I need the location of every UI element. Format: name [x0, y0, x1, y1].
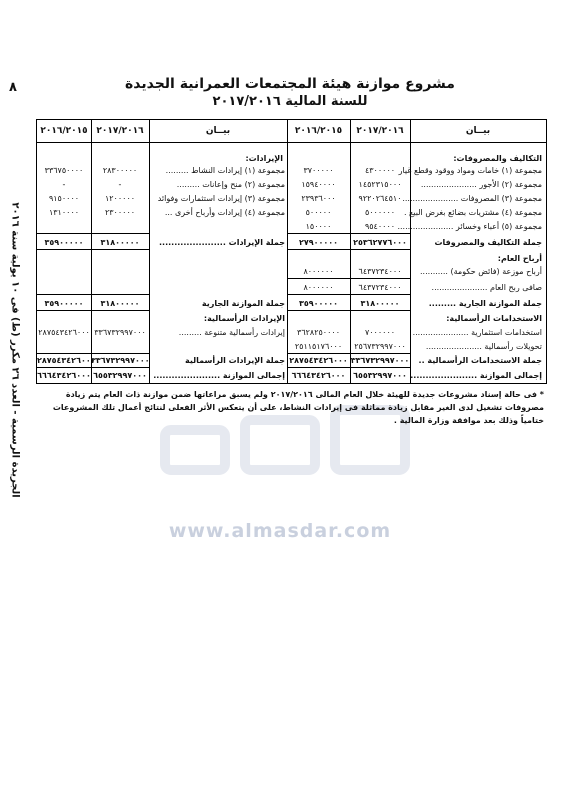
total-capital-uses-2016: ٢٨٧٥٤٣٤٢٦٠٠٠: [289, 356, 348, 365]
total-capital-revenue-label: جملة الإيرادات الرأسمالية: [185, 356, 285, 365]
left-col-2016-header: ٢٠١٦/٢٠١٥: [40, 126, 88, 136]
capital-uses-section-title: الاستخدامات الرأسمالية:: [446, 314, 542, 323]
revenue-row-2016: ١٣١٠٠٠٠: [48, 208, 80, 217]
cost-row-label: مجموعة (٢) الأجور ......................: [420, 180, 542, 189]
revenue-row-2016: ٩١٥٠٠٠٠: [48, 194, 80, 203]
cost-row-2016: ١٥٩٤٠٠٠٠: [301, 180, 336, 189]
revenue-section-title: الإيرادات:: [245, 154, 283, 163]
cost-row-2017: ١٤٥٢٣١٥٠٠٠: [358, 180, 402, 189]
total-capital-uses-2017: ٣٣٦٧٣٢٩٩٧٠٠٠: [350, 356, 410, 365]
page-number: ٨: [9, 80, 17, 95]
cost-row-2017: ٩٥٤٠٠٠٠: [364, 222, 396, 231]
profit-row-2017: ٦٤٣٧٢٣٤٠٠٠: [358, 283, 402, 292]
cost-row-2016: ٥٠٠٠٠٠: [305, 208, 332, 217]
revenue-row-2017: ١٢٠٠٠٠٠: [104, 194, 136, 203]
capital-revenue-section-title: الإيرادات الرأسمالية:: [203, 314, 285, 323]
capital-use-label: تحويلات رأسمالية ......................: [425, 342, 542, 351]
footnote: * فى حالة إسناد مشروعات جديدة للهيئة خلال العام المالى ٢٠١٧/٢٠١٦ ولم يسبق مراعاتها ضمن موازنة ذات العام يتم زيادة مصروفات تشغيل لدى الغير مقابل زيادة مماثلة فى إيرادات النشاط، على أن يتعكس الأثر الفعلى لنتائج أعمال تلك المشروعات ختامياً وذلك بعد موافقة وزارة المالية .: [52, 390, 544, 425]
total-budget-label: إجمالى الموازنة ......................: [410, 371, 542, 380]
total-capital-revenue-2016: ٢٨٧٥٤٣٤٢٦٠٠٠: [37, 356, 96, 365]
capital-use-label: استخدامات استثمارية ......................: [412, 328, 542, 337]
current-budget-2017: ٣١٨٠٠٠٠٠: [360, 299, 400, 308]
total-capital-revenue-2017: ٣٣٦٧٣٢٩٩٧٠٠٠: [91, 356, 150, 365]
document-subtitle: للسنة المالية ٢٠١٧/٢٠١٦: [212, 94, 368, 109]
capital-use-2017: ٢٥٦٧٣٢٩٩٧٠٠٠: [354, 342, 406, 351]
costs-section-title: التكاليف والمصروفات:: [453, 154, 542, 163]
gazette-reference: الجريدة الرسمية - العدد ٢٦ مكرر (ط) فى ١٠ يولية سنة ٢٠١٦: [9, 202, 21, 498]
capital-use-2016: ٣٦٢٨٢٥٠٠٠٠: [297, 328, 340, 337]
total-costs-2016: ٢٧٩٠٠٠٠٠: [298, 238, 339, 247]
revenue-row-label: مجموعة (١) إيرادات النشاط .........: [165, 166, 285, 175]
total-costs-label: جملة التكاليف والمصروفات: [434, 238, 542, 247]
total-budget-2017: ٦٥٥٣٢٩٩٧٠٠٠: [353, 371, 407, 380]
cost-row-label: مجموعة (٥) أعباء وخسائر ......................: [397, 222, 542, 231]
right-col-2017-header: ٢٠١٧/٢٠١٦: [356, 126, 404, 136]
capital-revenue-label: إيرادات رأسمالية متنوعة .........: [178, 328, 285, 337]
cost-row-label: مجموعة (١) خامات ومواد ووقود وقطع غيار: [398, 166, 542, 175]
left-total-budget-2017: ٦٥٥٣٢٩٩٧٠٠٠: [93, 371, 147, 380]
total-revenue-2016: ٣٥٩٠٠٠٠٠: [44, 238, 84, 247]
revenue-row-2017: ٢٨٣٠٠٠٠٠: [102, 166, 138, 175]
total-capital-uses-label: جملة الاستخدامات الرأسمالية ..: [418, 356, 542, 365]
revenue-row-2017: -: [118, 180, 122, 189]
budget-table: [36, 119, 547, 384]
side-margin: [2, 80, 28, 620]
left-current-budget-2016: ٣٥٩٠٠٠٠٠: [44, 299, 84, 308]
current-budget-2016: ٣٥٩٠٠٠٠٠: [298, 299, 339, 308]
capital-use-2016: ٢٥١١٥١٧٦٠٠٠: [294, 342, 343, 351]
profit-row-label: صافى ربح العام ......................: [431, 283, 542, 292]
cost-row-2016: ٢٣٩٣٦٠٠٠: [301, 194, 336, 203]
total-revenue-label: جملة الإيرادات ......................: [159, 238, 285, 247]
cost-row-2016: ١٥٠٠٠٠: [305, 222, 332, 231]
capital-revenue-2017: ٣٣٦٧٣٢٩٩٧٠٠٠: [94, 328, 146, 337]
left-current-budget-label: جملة الموازنة الجارية: [201, 299, 285, 308]
profit-row-2017: ٦٤٣٧٢٣٤٠٠٠: [358, 267, 402, 276]
left-total-budget-label: إجمالى الموازنة ......................: [153, 371, 285, 380]
total-costs-2017: ٢٥٣٦٢٧٧٦٠٠٠: [353, 238, 407, 247]
total-budget-2016: ٦٦٦٤٣٤٢٦٠٠٠: [291, 371, 346, 380]
current-budget-label: جملة الموازنة الجارية .........: [428, 299, 542, 308]
cost-row-2017: ٤٣٠٠٠٠٠: [364, 166, 396, 175]
total-revenue-2017: ٣١٨٠٠٠٠٠: [100, 238, 140, 247]
cost-row-label: مجموعة (٣) المصروفات ......................: [402, 194, 542, 203]
cost-row-2017: ٥٠٠٠٠٠٠: [364, 208, 396, 217]
capital-revenue-2016: ٢٨٧٥٤٣٤٢٦٠٠٠: [38, 328, 90, 337]
watermark-url: www.almasdar.com: [168, 520, 392, 542]
revenue-row-2016: ٣٣٦٧٥٠٠٠٠: [44, 166, 84, 175]
right-statement-header: بيــان: [465, 126, 491, 136]
revenue-row-2016: -: [62, 180, 66, 189]
left-total-budget-2016: ٦٦٦٤٣٤٢٦٠٠٠: [37, 371, 91, 380]
revenue-row-2017: ٢٣٠٠٠٠٠: [104, 208, 136, 217]
cost-row-2017: ٩٢٢٠٢٦٤٥١٠: [358, 194, 402, 203]
left-current-budget-2017: ٣١٨٠٠٠٠٠: [100, 299, 140, 308]
profit-section-title: أرباح العام:: [497, 254, 542, 263]
profit-row-label: أرباح موزعة (فائض حكومة) ...........: [419, 267, 542, 276]
revenue-row-label: مجموعة (٤) إيرادات وأرباح أخرى ...: [164, 208, 285, 217]
revenue-row-label: مجموعة (٢) منح وإعانات .........: [176, 180, 285, 189]
right-col-2016-header: ٢٠١٦/٢٠١٥: [294, 126, 343, 136]
left-col-2017-header: ٢٠١٧/٢٠١٦: [96, 126, 144, 136]
revenue-row-label: مجموعة (٣) إيرادات استثمارات وفوائد: [157, 194, 285, 203]
cost-row-label: مجموعة (٤) مشتريات بضائع بغرض البيع .: [403, 208, 542, 217]
document-title: مشروع موازنة هيئة المجتمعات العمرانية الجديدة: [125, 76, 455, 92]
profit-row-2016: ٨٠٠٠٠٠٠: [303, 283, 334, 292]
profit-row-2016: ٨٠٠٠٠٠٠: [303, 267, 334, 276]
left-statement-header: بيــان: [205, 126, 231, 136]
capital-use-2017: ٧٠٠٠٠٠٠: [364, 328, 396, 337]
cost-row-2016: ٣٧٠٠٠٠٠: [303, 166, 334, 175]
